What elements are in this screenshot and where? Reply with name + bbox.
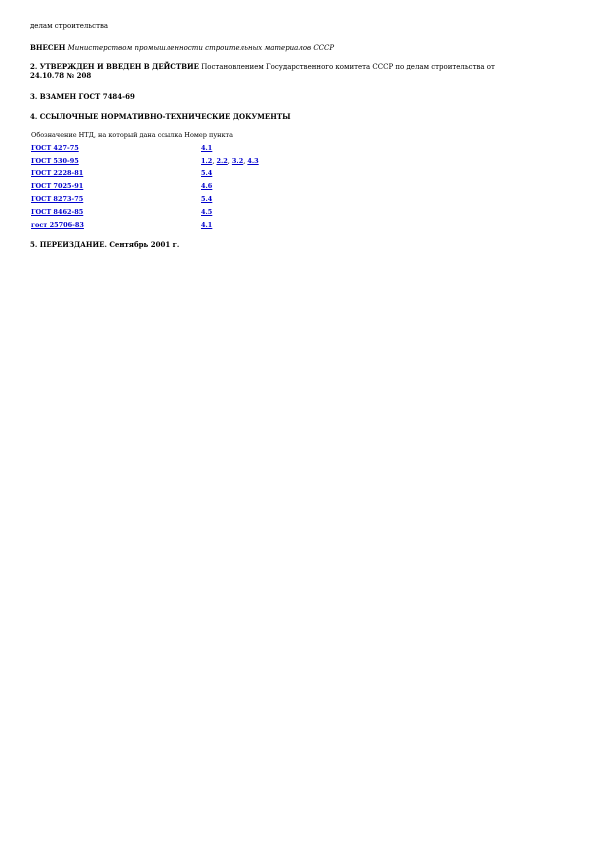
item-5-reissue: 5. ПЕРЕИЗДАНИЕ. Сентябрь 2001 г.	[30, 240, 180, 249]
item-2-approved-line2	[30, 71, 91, 81]
doc-link[interactable]: ГОСТ 7025-91	[31, 182, 84, 191]
item-2-label: 2. УТВЕРЖДЕН И ВВЕДЕН В ДЕЙСТВИЕ	[30, 62, 199, 71]
doc-link[interactable]: ГОСТ 427-75	[31, 143, 79, 152]
doc-link[interactable]: ГОСТ 530-95	[31, 156, 79, 165]
item-2-text-line2: 24.10.78 № 208	[30, 71, 92, 80]
clause-link[interactable]: 4.5	[201, 207, 213, 216]
clause-link[interactable]: 4.1	[201, 143, 213, 152]
clause-link[interactable]: 4.6	[201, 182, 213, 191]
header-doc-designation: Обозначение НТД, на который дана ссылка	[31, 131, 183, 139]
doc-link[interactable]: ГОСТ 2228-81	[31, 169, 84, 178]
table-row	[29, 219, 259, 232]
table-header-row	[29, 129, 259, 142]
table-row	[29, 180, 259, 193]
table-row	[29, 167, 259, 180]
table-row	[29, 206, 259, 219]
item-1-label: ВНЕСЕН	[30, 43, 66, 52]
header-text: делам строительства	[30, 22, 109, 30]
doc-link[interactable]: ГОСТ 8273-75	[31, 194, 84, 203]
clause-link[interactable]: 1.2	[201, 156, 213, 165]
references-table	[29, 129, 259, 231]
item-3-replaces: 3. ВЗАМЕН ГОСТ 7484-69	[30, 92, 135, 101]
clause-link[interactable]: 5.4	[201, 194, 213, 203]
item-1-text: Министерством промышленности строительных материалов СССР	[67, 44, 335, 52]
table-row	[29, 193, 259, 206]
doc-link[interactable]: гост 25706-83	[31, 220, 84, 229]
item-2-text-line1: Постановлением Государственного комитета СССР по делам строительства от	[201, 63, 495, 71]
item-4-title: 4. ССЫЛОЧНЫЕ НОРМАТИВНО-ТЕХНИЧЕСКИЕ ДОКУМЕНТЫ	[30, 112, 291, 121]
clause-link[interactable]: 3.2	[231, 156, 244, 165]
item-1-introduced-by	[30, 43, 334, 53]
table-row	[29, 142, 259, 155]
table-row: ГОСТ 530-95 1.2, 2.2, 3.2, 4.3	[31, 156, 259, 165]
clause-link[interactable]: 2.2	[216, 156, 228, 165]
doc-link[interactable]: ГОСТ 8462-85	[31, 207, 84, 216]
clause-link[interactable]: 4.3	[247, 156, 259, 165]
header-clause-number: Номер пункта	[184, 131, 234, 139]
item-2-approved	[30, 62, 495, 72]
clause-link[interactable]: 5.4	[201, 169, 213, 178]
clause-link[interactable]: 4.1	[201, 220, 213, 229]
